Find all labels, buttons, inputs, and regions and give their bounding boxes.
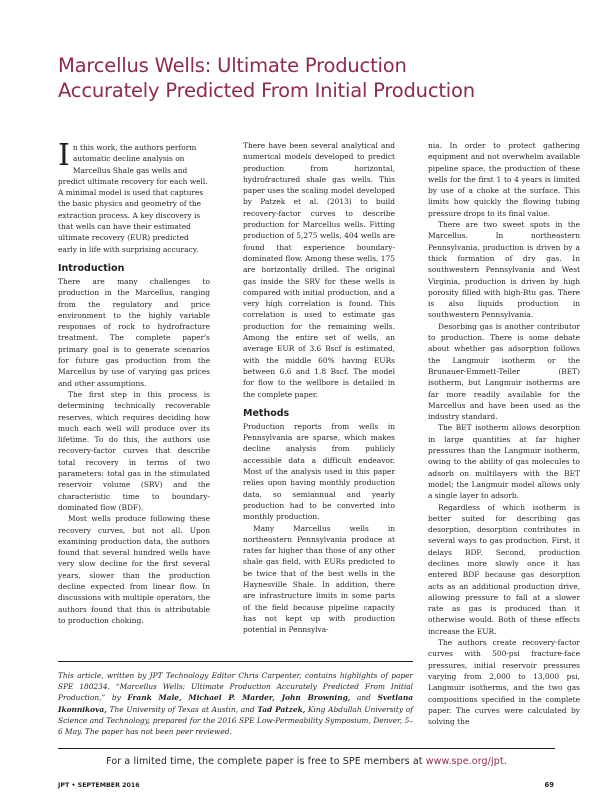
- paragraph: The BET isotherm allows desorption in large quantities at far higher pressures than the Langmuir isotherm, owing to the ability of gas molecules to adsorb on multilayers with the BET model; the Langmuir model allows only a single layer to adsorb.: [428, 423, 580, 501]
- column-3: [428, 140, 580, 727]
- article-footnote: [58, 661, 413, 737]
- paragraph: Most wells produce following these recovery curves, but not all. Upon examining production data, the authors found that several hundred wells have very slow decline for the first several years, slower than the production decline expected from linear flow. In discussions with multiple operators, the authors found that this is attributable to production choking.: [58, 514, 210, 625]
- paragraph: nia. In order to protect gathering equipment and not overwhelm available pipeline space, the production of these wells for the first 1 to 4 years is limited by use of a choke at the surface. This limits how quickly the flowing tubing pressure drops to its final value.: [428, 141, 580, 218]
- paragraph: The first step in this process is determining technically recoverable reserves, which requires deciding how much each well will produce over its lifetime. To do this, the authors use recovery-factor curves that describe total recovery in terms of two parameters: total gas in the stimulated reservoir volume (SRV) and the characteristic time to boundary-dominated flow (BDF).: [58, 389, 210, 512]
- heading-methods: Methods: [243, 407, 290, 419]
- column-1: [58, 138, 210, 626]
- footnote-text: This article, written by JPT Technology Editor Chris Carpenter, contains highlights of paper SPE 180234, “Marcellus Wells: Ultimate Production Accurately Predicted From Initial Production,” by: [58, 671, 413, 703]
- paragraph: There have been several analytical and numerical models developed to predict production from horizontal, hydrofractured shale gas wells. This paper uses the scaling model developed by Patzek et al. (2013) to build recovery-factor curves to describe production for Marcellus wells. Fitting production of 5,275 wells, 404 wells are found that experience boundary-dominated flow. Among these wells, 175 are horizontally drilled. The original gas inside the SRV for these wells is compared with initial production, and a very high correlation is found. This correlation is used to estimate gas production for the remaining wells. Among the entire set of wells, an average EUR of 3.6 Bscf is estimated, with the middle 60% having EURs between 6.6 and 1.8 Bscf. The model for flow to the wellbore is detailed in the complete paper.: [243, 141, 395, 399]
- article-title: [58, 53, 578, 103]
- footnote-authors: Tad Patzek,: [257, 704, 306, 714]
- page-number: 69: [544, 781, 554, 789]
- intro-abstract: [58, 138, 210, 255]
- free-paper-banner: [58, 748, 555, 767]
- paragraph: Desorbing gas is another contributor to production. There is some debate about whether gas adsorption follows the Langmuir isotherm or the Brunauer-Emmett-Teller (BET) isotherm, but Langmuir isotherms are far more readily available for the Marcellus and have been used as the industry standard.: [428, 321, 580, 422]
- paragraph: Regardless of which isotherm is better suited for describing gas desorption, desorption contributes in several ways to gas production. First, it delays BDF. Second, production declines more slowly once it has entered BDF because gas desorption acts as an additional production drive, allowing pressure to fall at a slower rate as gas is produced than it otherwise would. Both of these effects increase the EUR.: [428, 502, 580, 636]
- heading-introduction: Introduction: [58, 262, 125, 274]
- title-line-1: Marcellus Wells: Ultimate Production: [58, 54, 407, 77]
- title-line-2: Accurately Predicted From Initial Production: [58, 79, 475, 102]
- column-2: [243, 140, 395, 635]
- footnote-authors: Frank Male, Michael P. Marder, John Browning,: [127, 693, 351, 703]
- banner-link[interactable]: www.spe.org/jpt: [425, 756, 504, 767]
- footer-journal-date: JPT • SEPTEMBER 2016: [58, 782, 140, 789]
- drop-cap: I: [58, 138, 70, 173]
- paragraph: The authors create recovery-factor curves with 500-psi fracture-face pressures, initial reservoir pressures varying from 2,000 to 13,000 psi, Langmuir isotherms, and the two gas compositions specified in the complete paper. The curves were calculated by solving the: [428, 638, 580, 727]
- paragraph: There are two sweet spots in the Marcellus. In northeastern Pennsylvania, production is driven by a thick formation of dry gas. In southwestern Pennsylvania and West Virginia, production is driven by high porosity filled with high-Btu gas. There is also liquids production in southwestern Pennsylvania.: [428, 220, 580, 320]
- footnote-text: King Abdullah University of Science and Technology, prepared for the 2016 SPE Low-Permeability Symposium, Denver, 5–6 May. The paper has not been peer reviewed.: [58, 704, 413, 737]
- footnote-authors: Svetlana Ikonnikova,: [58, 693, 413, 714]
- banner-text: For a limited time, the complete paper is free to SPE members at: [106, 756, 426, 767]
- paragraph: Many Marcellus wells in northeastern Pennsylvania produce at rates far higher than those of any other shale gas field, with EURs predicted to be twice that of the best wells in the Haynesville Shale. In addition, there are infrastructure limits in some parts of the field because pipeline capacity has not kept up with production potential in Pennsylva-: [243, 523, 395, 635]
- footnote-text: and: [350, 693, 378, 703]
- paragraph: Production reports from wells in Pennsylvania are sparse, which makes decline analysis from publicly accessible data a difficult endeavor. Most of the analysis used in this paper relies upon having monthly production data, so semiannual and yearly production had to be converted into monthly production.: [243, 421, 395, 522]
- banner-end: .: [503, 756, 507, 767]
- paragraph: There are many challenges to production in the Marcellus, ranging from the regulatory and price environment to the highly variable responses of rock to hydrofracture treatment. The complete paper's primary goal is to generate scenarios for future gas production from the Marcellus by use of varying gas prices and other assumptions.: [58, 276, 210, 388]
- intro-text: n this work, the authors perform automatic decline analysis on Marcellus Shale gas wells and predict ultimate recovery for each well. A minimal model is used that captures the basic physics and geometry of the extraction process. A key discovery is that wells can have their estimated ultimate recovery (EUR) predicted early in life with surprising accuracy.: [58, 143, 208, 254]
- footnote-text: The University of Texas at Austin, and: [106, 704, 258, 714]
